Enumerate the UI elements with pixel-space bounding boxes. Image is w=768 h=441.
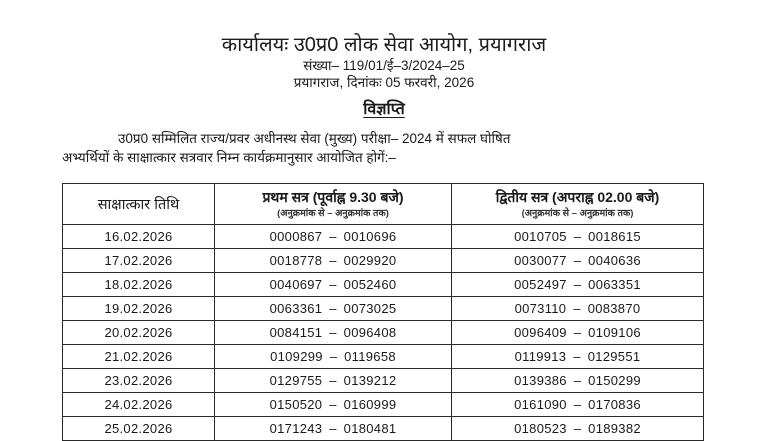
header-session-2 [452,184,704,225]
cell-session-1-range: 0171243 – 0180481 [215,417,452,441]
table-row [63,297,704,321]
table-row [63,369,704,393]
cell-session-2-range: 0180523 – 0189382 [452,417,704,441]
cell-session-2-range: 0052497 – 0063351 [452,273,704,297]
cell-date: 18.02.2026 [63,273,215,297]
cell-date: 16.02.2026 [63,225,215,249]
table-row [63,321,704,345]
header-session-2-title: द्वितीय सत्र (अपराह्न 02.00 बजे) [495,189,660,205]
notice-body-line-2: अभ्यर्थियों के साक्षात्कार सत्रवार निम्न कार्यक्रमानुसार आयोजित होगें:– [62,150,396,165]
cell-session-2-range: 0073110 – 0083870 [452,297,704,321]
table-header-row [63,184,704,225]
cell-session-1-range: 0084151 – 0096408 [215,321,452,345]
cell-session-1-range: 0129755 – 0139212 [215,369,452,393]
cell-session-2-range: 0010705 – 0018615 [452,225,704,249]
cell-session-2-range: 0119913 – 0129551 [452,345,704,369]
cell-session-1-range: 0150520 – 0160999 [215,393,452,417]
cell-session-2-range: 0096409 – 0109106 [452,321,704,345]
reference-number: संख्या– 119/01/ई–3/2024–25 [303,58,465,73]
header-session-2-sub: (अनुक्रमांक से – अनुक्रमांक तक) [521,208,634,219]
table-row [63,273,704,297]
cell-date: 21.02.2026 [63,345,215,369]
cell-session-2-range: 0139386 – 0150299 [452,369,704,393]
cell-session-1-range: 0000867 – 0010696 [215,225,452,249]
table-row [63,249,704,273]
cell-date: 20.02.2026 [63,321,215,345]
cell-session-2-range: 0161090 – 0170836 [452,393,704,417]
notice-title-wrap [0,100,768,120]
header-session-1-title: प्रथम सत्र (पूर्वाह्न 9.30 बजे) [262,189,404,205]
cell-date: 19.02.2026 [63,297,215,321]
cell-date: 23.02.2026 [63,369,215,393]
table-row [63,417,704,441]
cell-date: 24.02.2026 [63,393,215,417]
cell-session-2-range: 0030077 – 0040636 [452,249,704,273]
cell-session-1-range: 0018778 – 0029920 [215,249,452,273]
table-row [63,393,704,417]
header-session-1-sub: (अनुक्रमांक से – अनुक्रमांक तक) [277,208,389,219]
cell-date: 17.02.2026 [63,249,215,273]
interview-schedule-table [62,183,704,441]
cell-date: 25.02.2026 [63,417,215,441]
cell-session-1-range: 0040697 – 0052460 [215,273,452,297]
notice-title: विज्ञप्ति [363,101,405,118]
notice-body-line-1: उ0प्र0 सम्मिलित राज्य/प्रवर अधीनस्थ सेवा (मुख्य) परीक्षा– 2024 में सफल घोषित [118,131,511,146]
office-heading: कार्यालयः उ0प्र0 लोक सेवा आयोग, प्रयागराज [221,34,547,56]
header-interview-date: साक्षात्कार तिथि [63,184,215,225]
header-session-1 [215,184,452,225]
cell-session-1-range: 0063361 – 0073025 [215,297,452,321]
cell-session-1-range: 0109299 – 0119658 [215,345,452,369]
place-date: प्रयागराज, दिनांकः 05 फरवरी, 2026 [293,75,475,90]
table-row [63,225,704,249]
table-row [63,345,704,369]
